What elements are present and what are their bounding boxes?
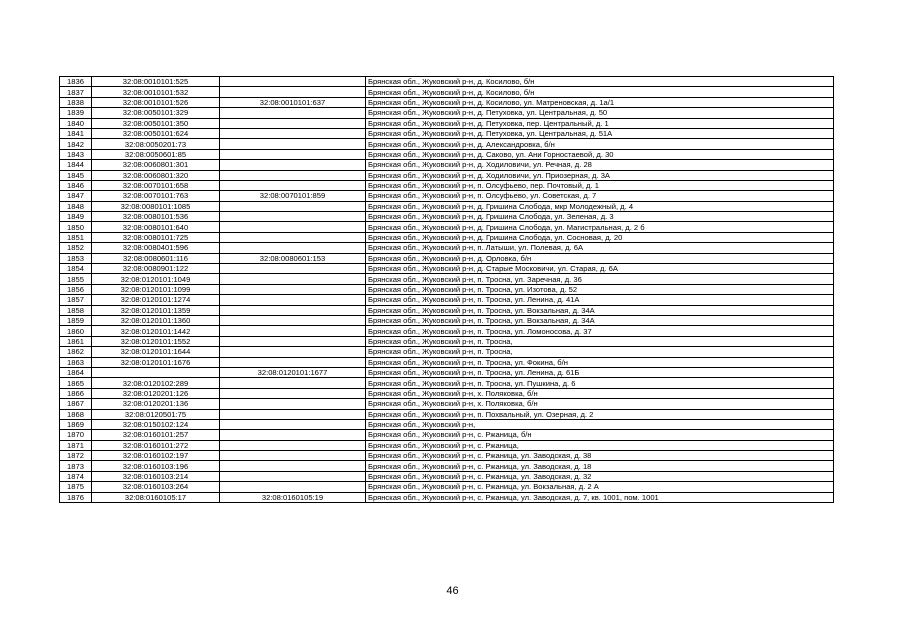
row-number-cell: 1862 (60, 347, 92, 357)
row-number-cell: 1847 (60, 191, 92, 201)
row-number-cell: 1865 (60, 378, 92, 388)
table-row (60, 471, 834, 481)
cadastral-number-cell: 32:08:0050201:73 (92, 139, 220, 149)
row-number-cell: 1851 (60, 232, 92, 242)
table-row (60, 388, 834, 398)
table-row (60, 367, 834, 377)
row-number-cell: 1876 (60, 492, 92, 502)
cadastral-number-cell: 32:08:0160103:264 (92, 482, 220, 492)
register-table-body (60, 77, 834, 503)
table-row (60, 451, 834, 461)
row-number-cell: 1871 (60, 440, 92, 450)
address-cell: Брянская обл., Жуковский р-н, п. Латыши, ул. Полевая, д. 6А (366, 243, 834, 253)
table-row (60, 482, 834, 492)
row-number-cell: 1845 (60, 170, 92, 180)
table-row (60, 118, 834, 128)
table-row (60, 295, 834, 305)
linked-cadastral-number-cell (220, 409, 366, 419)
linked-cadastral-number-cell (220, 461, 366, 471)
linked-cadastral-number-cell (220, 378, 366, 388)
table-row (60, 264, 834, 274)
table-row (60, 440, 834, 450)
row-number-cell: 1849 (60, 212, 92, 222)
row-number-cell: 1875 (60, 482, 92, 492)
cadastral-number-cell: 32:08:0080101:640 (92, 222, 220, 232)
table-row (60, 378, 834, 388)
linked-cadastral-number-cell (220, 482, 366, 492)
row-number-cell: 1842 (60, 139, 92, 149)
linked-cadastral-number-cell (220, 222, 366, 232)
row-number-cell: 1855 (60, 274, 92, 284)
table-row (60, 243, 834, 253)
cadastral-number-cell: 32:08:0160101:272 (92, 440, 220, 450)
cadastral-number-cell: 32:08:0160105:17 (92, 492, 220, 502)
cadastral-number-cell: 32:08:0080101:725 (92, 232, 220, 242)
table-row (60, 305, 834, 315)
cadastral-number-cell: 32:08:0160103:196 (92, 461, 220, 471)
row-number-cell: 1839 (60, 108, 92, 118)
address-cell: Брянская обл., Жуковский р-н, с. Ржаница, б/н (366, 430, 834, 440)
table-row (60, 128, 834, 138)
table-row (60, 274, 834, 284)
linked-cadastral-number-cell (220, 274, 366, 284)
linked-cadastral-number-cell (220, 347, 366, 357)
row-number-cell: 1866 (60, 388, 92, 398)
address-cell: Брянская обл., Жуковский р-н, п. Тросна, (366, 347, 834, 357)
cadastral-number-cell: 32:08:0010101:526 (92, 97, 220, 107)
linked-cadastral-number-cell: 32:08:0160105:19 (220, 492, 366, 502)
table-row (60, 108, 834, 118)
address-cell: Брянская обл., Жуковский р-н, д. Петуховка, пер. Центральный, д. 1 (366, 118, 834, 128)
address-cell: Брянская обл., Жуковский р-н, д. Старые Московичи, ул. Старая, д. 6А (366, 264, 834, 274)
cadastral-number-cell: 32:08:0120101:1676 (92, 357, 220, 367)
linked-cadastral-number-cell (220, 212, 366, 222)
row-number-cell: 1869 (60, 419, 92, 429)
address-cell: Брянская обл., Жуковский р-н, д. Косилово, ул. Матреновская, д. 1а/1 (366, 97, 834, 107)
cadastral-number-cell: 32:08:0080101:536 (92, 212, 220, 222)
cadastral-number-cell: 32:08:0160102:197 (92, 451, 220, 461)
cadastral-number-cell: 32:08:0150102:124 (92, 419, 220, 429)
linked-cadastral-number-cell: 32:08:0010101:637 (220, 97, 366, 107)
linked-cadastral-number-cell (220, 471, 366, 481)
address-cell: Брянская обл., Жуковский р-н, д. Гришина Слобода, ул. Магистральная, д. 2 б (366, 222, 834, 232)
table-row (60, 170, 834, 180)
linked-cadastral-number-cell (220, 149, 366, 159)
row-number-cell: 1836 (60, 77, 92, 87)
cadastral-number-cell: 32:08:0120101:1274 (92, 295, 220, 305)
table-row (60, 357, 834, 367)
row-number-cell: 1838 (60, 97, 92, 107)
cadastral-number-cell: 32:08:0060801:301 (92, 160, 220, 170)
table-row (60, 409, 834, 419)
linked-cadastral-number-cell (220, 243, 366, 253)
linked-cadastral-number-cell (220, 264, 366, 274)
cadastral-number-cell: 32:08:0120201:136 (92, 399, 220, 409)
linked-cadastral-number-cell (220, 336, 366, 346)
linked-cadastral-number-cell (220, 419, 366, 429)
row-number-cell: 1840 (60, 118, 92, 128)
address-cell: Брянская обл., Жуковский р-н, п. Тросна, ул. Пушкина, д. 6 (366, 378, 834, 388)
row-number-cell: 1837 (60, 87, 92, 97)
address-cell: Брянская обл., Жуковский р-н, п. Олсуфьево, ул. Советская, д. 7 (366, 191, 834, 201)
table-row (60, 492, 834, 502)
table-row (60, 347, 834, 357)
cadastral-number-cell (92, 367, 220, 377)
register-table (59, 76, 834, 503)
linked-cadastral-number-cell (220, 315, 366, 325)
row-number-cell: 1861 (60, 336, 92, 346)
row-number-cell: 1841 (60, 128, 92, 138)
linked-cadastral-number-cell (220, 118, 366, 128)
cadastral-number-cell: 32:08:0120101:1644 (92, 347, 220, 357)
page-number: 46 (446, 585, 459, 597)
cadastral-number-cell: 32:08:0050101:329 (92, 108, 220, 118)
table-row (60, 253, 834, 263)
table-row (60, 326, 834, 336)
row-number-cell: 1864 (60, 367, 92, 377)
address-cell: Брянская обл., Жуковский р-н, с. Ржаница, (366, 440, 834, 450)
table-row (60, 430, 834, 440)
linked-cadastral-number-cell (220, 388, 366, 398)
linked-cadastral-number-cell (220, 139, 366, 149)
cadastral-number-cell: 32:08:0120101:1442 (92, 326, 220, 336)
address-cell: Брянская обл., Жуковский р-н, п. Тросна, (366, 336, 834, 346)
cadastral-number-cell: 32:08:0070101:763 (92, 191, 220, 201)
row-number-cell: 1852 (60, 243, 92, 253)
address-cell: Брянская обл., Жуковский р-н, п. Тросна, ул. Вокзальная, д. 34А (366, 305, 834, 315)
linked-cadastral-number-cell (220, 170, 366, 180)
cadastral-number-cell: 32:08:0050101:350 (92, 118, 220, 128)
table-row (60, 315, 834, 325)
table-row (60, 149, 834, 159)
address-cell: Брянская обл., Жуковский р-н, с. Ржаница, ул. Вокзальная, д. 2 А (366, 482, 834, 492)
linked-cadastral-number-cell: 32:08:0070101:859 (220, 191, 366, 201)
table-row (60, 232, 834, 242)
cadastral-number-cell: 32:08:0010101:525 (92, 77, 220, 87)
row-number-cell: 1873 (60, 461, 92, 471)
row-number-cell: 1857 (60, 295, 92, 305)
linked-cadastral-number-cell (220, 160, 366, 170)
row-number-cell: 1867 (60, 399, 92, 409)
address-cell: Брянская обл., Жуковский р-н, д. Гришина Слобода, мкр Молодежный, д. 4 (366, 201, 834, 211)
linked-cadastral-number-cell (220, 357, 366, 367)
row-number-cell: 1846 (60, 180, 92, 190)
address-cell: Брянская обл., Жуковский р-н, д. Орловка, б/н (366, 253, 834, 263)
cadastral-number-cell: 32:08:0120101:1099 (92, 284, 220, 294)
linked-cadastral-number-cell (220, 326, 366, 336)
table-row (60, 212, 834, 222)
linked-cadastral-number-cell (220, 284, 366, 294)
row-number-cell: 1863 (60, 357, 92, 367)
table-row (60, 97, 834, 107)
address-cell: Брянская обл., Жуковский р-н, п. Тросна, ул. Заречная, д. 36 (366, 274, 834, 284)
table-row (60, 284, 834, 294)
linked-cadastral-number-cell (220, 180, 366, 190)
table-row (60, 191, 834, 201)
address-cell: Брянская обл., Жуковский р-н, с. Ржаница, ул. Заводская, д. 7, кв. 1001, пом. 1001 (366, 492, 834, 502)
cadastral-number-cell: 32:08:0080401:596 (92, 243, 220, 253)
linked-cadastral-number-cell (220, 87, 366, 97)
linked-cadastral-number-cell: 32:08:0080601:153 (220, 253, 366, 263)
address-cell: Брянская обл., Жуковский р-н, п. Тросна, ул. Ленина, д. 61Б (366, 367, 834, 377)
cadastral-number-cell: 32:08:0080601:116 (92, 253, 220, 263)
address-cell: Брянская обл., Жуковский р-н, с. Ржаница, ул. Заводская, д. 32 (366, 471, 834, 481)
row-number-cell: 1850 (60, 222, 92, 232)
address-cell: Брянская обл., Жуковский р-н, д. Ходиловичи, ул. Речная, д. 28 (366, 160, 834, 170)
table-row (60, 399, 834, 409)
address-cell: Брянская обл., Жуковский р-н, д. Гришина Слобода, ул. Зеленая, д. 3 (366, 212, 834, 222)
cadastral-number-cell: 32:08:0080101:1085 (92, 201, 220, 211)
address-cell: Брянская обл., Жуковский р-н, д. Ходиловичи, ул. Приозерная, д. 3А (366, 170, 834, 180)
table-row (60, 160, 834, 170)
linked-cadastral-number-cell (220, 108, 366, 118)
address-cell: Брянская обл., Жуковский р-н, п. Тросна, ул. Ломоносова, д. 37 (366, 326, 834, 336)
table-row (60, 336, 834, 346)
cadastral-number-cell: 32:08:0120201:126 (92, 388, 220, 398)
address-cell: Брянская обл., Жуковский р-н, д. Петуховка, ул. Центральная, д. 51А (366, 128, 834, 138)
linked-cadastral-number-cell (220, 430, 366, 440)
cadastral-number-cell: 32:08:0050601:85 (92, 149, 220, 159)
linked-cadastral-number-cell: 32:08:0120101:1677 (220, 367, 366, 377)
address-cell: Брянская обл., Жуковский р-н, п. Тросна, ул. Ленина, д. 41А (366, 295, 834, 305)
table-row (60, 139, 834, 149)
address-cell: Брянская обл., Жуковский р-н, п. Тросна, ул. Фокина, б/н (366, 357, 834, 367)
cadastral-number-cell: 32:08:0050101:624 (92, 128, 220, 138)
cadastral-number-cell: 32:08:0060801:320 (92, 170, 220, 180)
address-cell: Брянская обл., Жуковский р-н, п. Тросна, ул. Вокзальная, д. 34А (366, 315, 834, 325)
address-cell: Брянская обл., Жуковский р-н, с. Ржаница, ул. Заводская, д. 38 (366, 451, 834, 461)
address-cell: Брянская обл., Жуковский р-н, д. Косилово, б/н (366, 87, 834, 97)
linked-cadastral-number-cell (220, 305, 366, 315)
cadastral-number-cell: 32:08:0160103:214 (92, 471, 220, 481)
row-number-cell: 1858 (60, 305, 92, 315)
cadastral-number-cell: 32:08:0010101:532 (92, 87, 220, 97)
row-number-cell: 1854 (60, 264, 92, 274)
row-number-cell: 1870 (60, 430, 92, 440)
cadastral-number-cell: 32:08:0120501:75 (92, 409, 220, 419)
cadastral-number-cell: 32:08:0120101:1049 (92, 274, 220, 284)
row-number-cell: 1860 (60, 326, 92, 336)
linked-cadastral-number-cell (220, 232, 366, 242)
table-row (60, 180, 834, 190)
table-row (60, 201, 834, 211)
linked-cadastral-number-cell (220, 201, 366, 211)
row-number-cell: 1859 (60, 315, 92, 325)
linked-cadastral-number-cell (220, 399, 366, 409)
address-cell: Брянская обл., Жуковский р-н, п. Похвальный, ул. Озерная, д. 2 (366, 409, 834, 419)
address-cell: Брянская обл., Жуковский р-н, д. Гришина Слобода, ул. Сосновая, д. 20 (366, 232, 834, 242)
row-number-cell: 1856 (60, 284, 92, 294)
linked-cadastral-number-cell (220, 451, 366, 461)
cadastral-number-cell: 32:08:0080901:122 (92, 264, 220, 274)
address-cell: Брянская обл., Жуковский р-н, п. Олсуфьево, пер. Почтовый, д. 1 (366, 180, 834, 190)
address-cell: Брянская обл., Жуковский р-н, х. Поляковка, б/н (366, 399, 834, 409)
row-number-cell: 1848 (60, 201, 92, 211)
cadastral-number-cell: 32:08:0120101:1360 (92, 315, 220, 325)
address-cell: Брянская обл., Жуковский р-н, (366, 419, 834, 429)
table-row (60, 461, 834, 471)
row-number-cell: 1844 (60, 160, 92, 170)
address-cell: Брянская обл., Жуковский р-н, с. Ржаница, ул. Заводская, д. 18 (366, 461, 834, 471)
linked-cadastral-number-cell (220, 295, 366, 305)
address-cell: Брянская обл., Жуковский р-н, д. Косилово, б/н (366, 77, 834, 87)
row-number-cell: 1843 (60, 149, 92, 159)
address-cell: Брянская обл., Жуковский р-н, п. Тросна, ул. Изотова, д. 52 (366, 284, 834, 294)
address-cell: Брянская обл., Жуковский р-н, х. Поляковка, б/н (366, 388, 834, 398)
linked-cadastral-number-cell (220, 128, 366, 138)
table-row (60, 419, 834, 429)
linked-cadastral-number-cell (220, 77, 366, 87)
cadastral-number-cell: 32:08:0120101:1359 (92, 305, 220, 315)
row-number-cell: 1874 (60, 471, 92, 481)
table-row (60, 87, 834, 97)
row-number-cell: 1868 (60, 409, 92, 419)
cadastral-number-cell: 32:08:0120101:1552 (92, 336, 220, 346)
row-number-cell: 1853 (60, 253, 92, 263)
linked-cadastral-number-cell (220, 440, 366, 450)
cadastral-number-cell: 32:08:0070101:658 (92, 180, 220, 190)
address-cell: Брянская обл., Жуковский р-н, д. Саково, ул. Ани Горностаевой, д. 30 (366, 149, 834, 159)
cadastral-number-cell: 32:08:0160101:257 (92, 430, 220, 440)
table-row (60, 222, 834, 232)
row-number-cell: 1872 (60, 451, 92, 461)
address-cell: Брянская обл., Жуковский р-н, д. Петуховка, ул. Центральная, д. 50 (366, 108, 834, 118)
cadastral-number-cell: 32:08:0120102:289 (92, 378, 220, 388)
address-cell: Брянская обл., Жуковский р-н, д. Александровка, б/н (366, 139, 834, 149)
table-row (60, 77, 834, 87)
